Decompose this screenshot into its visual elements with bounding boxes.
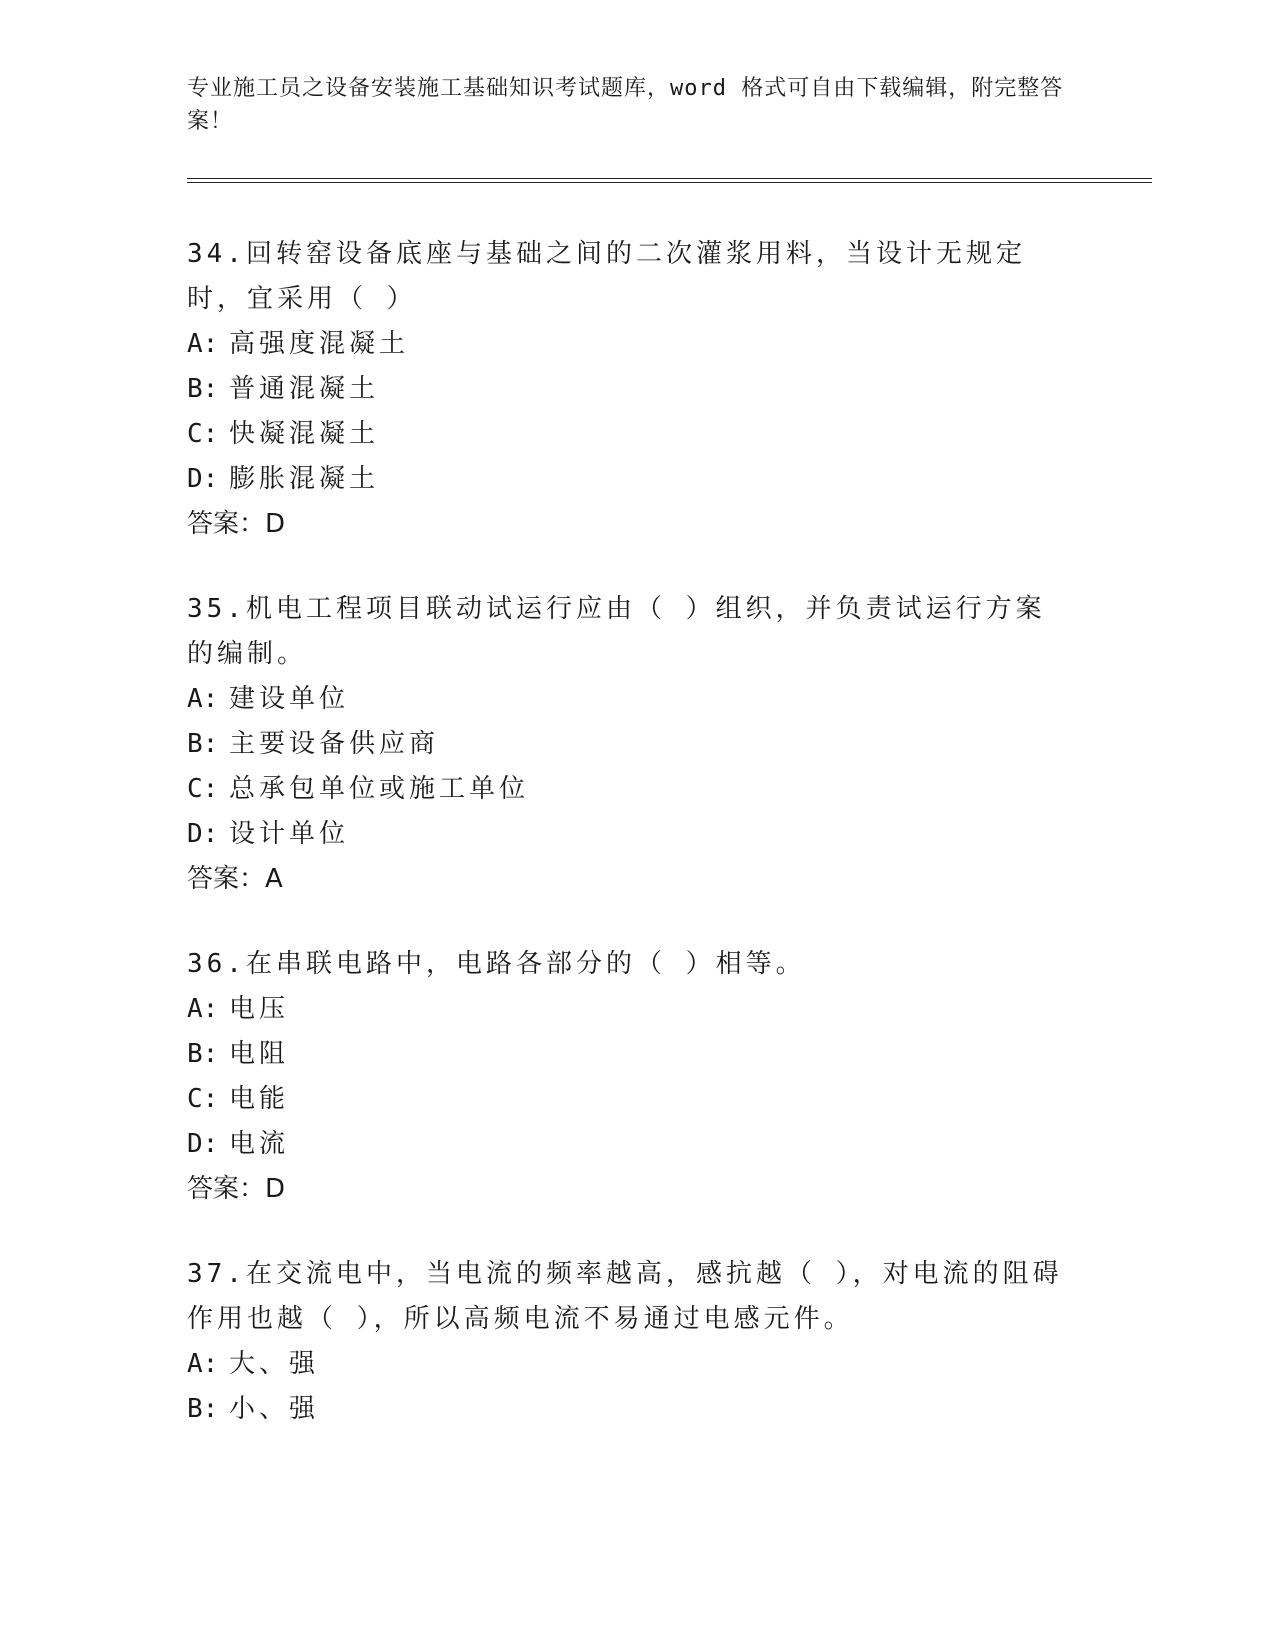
option-letter: A: [187,994,219,1024]
option-b [187,367,1067,412]
header-divider [187,178,1152,183]
question-text: 36.在串联电路中，电路各部分的（ ）相等。 [187,949,806,979]
option-b [187,1387,1067,1432]
option-a [187,677,1067,722]
option-text: 建设单位 [229,684,350,714]
option-text: 电压 [229,994,290,1024]
answer-line: 答案：D [187,1174,286,1204]
option-text: 电能 [229,1084,290,1114]
question-34 [187,232,1067,547]
option-letter: C: [187,419,219,449]
option-c [187,767,1067,812]
option-text: 快凝混凝土 [229,419,380,449]
question-text: 34.回转窑设备底座与基础之间的二次灌浆用料，当设计无规定时，宜采用（ ） [187,239,1026,314]
option-letter: A: [187,684,219,714]
question-list [187,232,1067,1472]
option-a [187,1342,1067,1387]
option-c [187,1077,1067,1122]
option-text: 电阻 [229,1039,290,1069]
question-text: 35.机电工程项目联动试运行应由（ ）组织，并负责试运行方案的编制。 [187,594,1046,669]
option-letter: D: [187,819,219,849]
option-letter: C: [187,774,219,804]
option-d [187,812,1067,857]
option-letter: B: [187,374,219,404]
question-text: 37.在交流电中，当电流的频率越高，感抗越（ ），对电流的阻碍作用也越（ ），所以高频电流不易通过电感元件。 [187,1259,1063,1334]
option-text: 设计单位 [229,819,350,849]
option-letter: B: [187,1039,219,1069]
option-text: 普通混凝土 [229,374,380,404]
document-header: 专业施工员之设备安装施工基础知识考试题库，word 格式可自由下载编辑，附完整答案！ [187,76,1064,134]
answer-line: 答案：D [187,509,286,539]
question-37 [187,1252,1067,1432]
question-35 [187,587,1067,902]
option-b [187,722,1067,767]
option-letter: D: [187,464,219,494]
question-36 [187,942,1067,1212]
option-text: 膨胀混凝土 [229,464,380,494]
option-text: 电流 [229,1129,290,1159]
option-letter: C: [187,1084,219,1114]
option-d [187,1122,1067,1167]
option-text: 总承包单位或施工单位 [229,774,530,804]
option-text: 大、强 [229,1349,320,1379]
option-a [187,987,1067,1032]
option-letter: A: [187,1349,219,1379]
option-letter: A: [187,329,219,359]
option-letter: B: [187,729,219,759]
option-letter: D: [187,1129,219,1159]
answer-line: 答案：A [187,864,283,894]
option-d [187,457,1067,502]
option-text: 主要设备供应商 [229,729,440,759]
option-b [187,1032,1067,1077]
option-letter: B: [187,1394,219,1424]
option-text: 高强度混凝土 [229,329,410,359]
option-a [187,322,1067,367]
option-text: 小、强 [229,1394,320,1424]
option-c [187,412,1067,457]
